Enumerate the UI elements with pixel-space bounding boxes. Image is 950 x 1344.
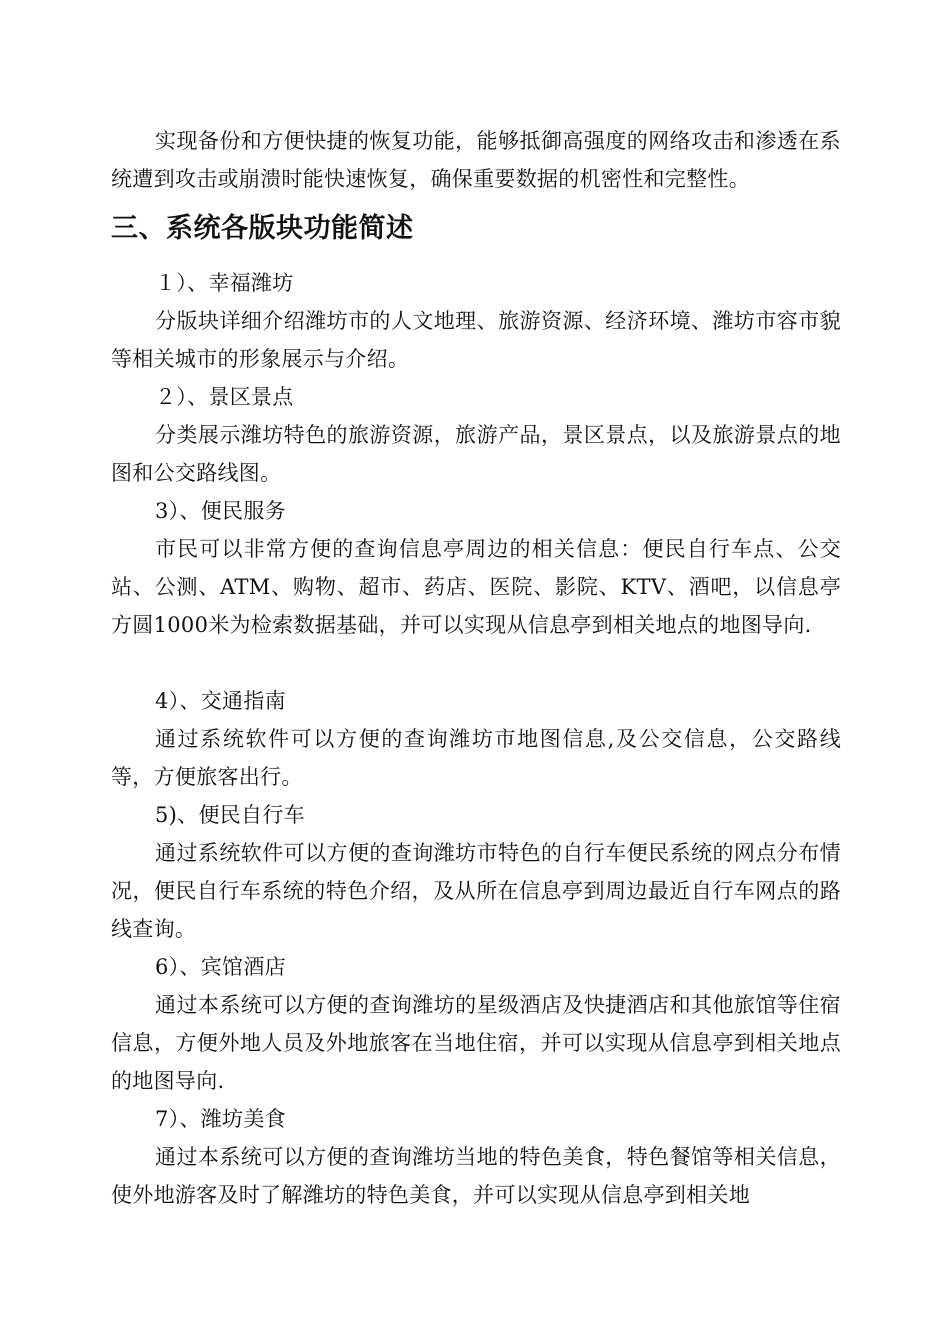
item-label-7: 7）、潍坊美食 bbox=[155, 1107, 286, 1131]
intro-paragraph: 实现备份和方便快捷的恢复功能，能够抵御高强度的网络攻击和渗透在系统遭到攻击或崩溃时能快速恢复，确保重要数据的机密性和完整性。 bbox=[111, 129, 841, 191]
item-text-2: 分类展示潍坊特色的旅游资源，旅游产品，景区景点，以及旅游景点的地图和公交路线图。 bbox=[111, 423, 841, 485]
item-label-5: 5)、便民自行车 bbox=[155, 803, 305, 827]
item-text-5: 通过系统软件可以方便的查询潍坊市特色的自行车便民系统的网点分布情况，便民自行车系统的特色介绍，及从所在信息亭到周边最近自行车网点的路线查询。 bbox=[111, 841, 841, 941]
item-label-4: 4）、交通指南 bbox=[155, 689, 286, 713]
item-text-1: 分版块详细介绍潍坊市的人文地理、旅游资源、经济环境、潍坊市容市貌等相关城市的形象展示与介绍。 bbox=[111, 309, 841, 371]
item-text-3: 市民可以非常方便的查询信息亭周边的相关信息：便民自行车点、公交站、公测、ATM、购物、超市、药店、医院、影院、KTV、酒吧，以信息亭方圆1000米为检索数据基础，并可以实现从信息亭到相关地点的地图导向. bbox=[111, 537, 841, 637]
item-text-7: 通过本系统可以方便的查询潍坊当地的特色美食，特色餐馆等相关信息，使外地游客及时了解潍坊的特色美食，并可以实现从信息亭到相关地 bbox=[111, 1145, 841, 1207]
item-label-2: ２）、景区景点 bbox=[155, 385, 294, 409]
item-label-3: 3）、便民服务 bbox=[155, 499, 286, 523]
item-label-6: 6）、宾馆酒店 bbox=[155, 955, 286, 979]
item-text-6: 通过本系统可以方便的查询潍坊的星级酒店及快捷酒店和其他旅馆等住宿信息，方便外地人员及外地旅客在当地住宿，并可以实现从信息亭到相关地点的地图导向. bbox=[111, 993, 841, 1093]
section-heading: 三、系统各版块功能简述 bbox=[111, 213, 414, 244]
item-text-4: 通过系统软件可以方便的查询潍坊市地图信息,及公交信息，公交路线等，方便旅客出行。 bbox=[111, 727, 841, 789]
item-label-1: １）、幸福潍坊 bbox=[155, 271, 294, 295]
